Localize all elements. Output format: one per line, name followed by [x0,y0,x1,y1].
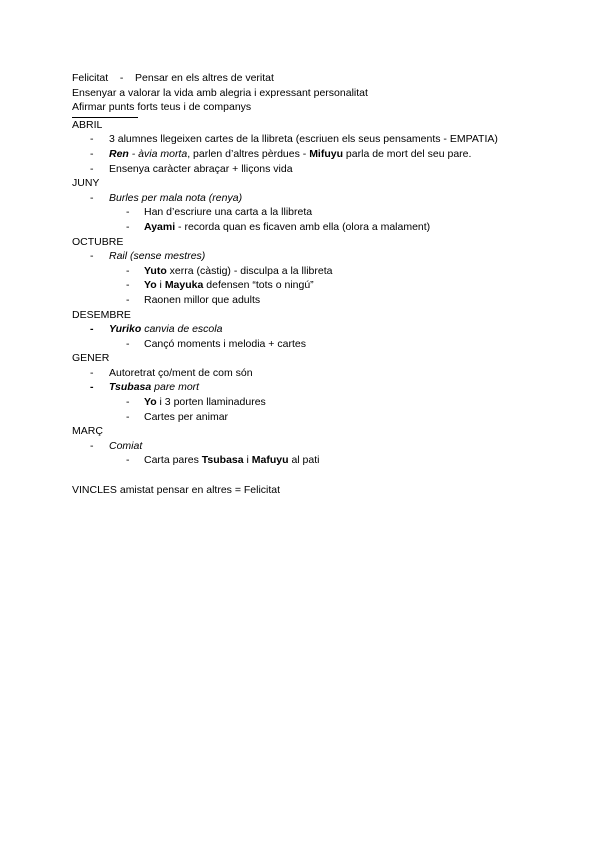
item-text: Han d’escriure una carta a la llibreta [144,206,313,219]
intro-line-2: Ensenyar a valorar la vida amb alegria i expressant personalitat [72,86,368,99]
sub-list-item [72,205,552,220]
item-text: Cartes per animar [144,410,229,423]
list-item [72,322,552,337]
character-name: Ren [109,147,129,160]
heading-marc: MARÇ [72,425,103,438]
theme-description: Pensar en els altres de veritat [135,72,274,84]
theme-title: Felicitat [72,72,109,84]
sub-list-item [72,453,552,468]
sub-list-item [72,293,552,308]
bullet-dash: - [126,410,130,423]
bullet-dash: - [126,206,130,219]
list-item [72,191,552,206]
item-text: 3 alumnes llegeixen cartes de la llibreta (escriuen els seus pensaments - EMPATIA) [109,133,498,146]
bullet-dash: - [90,147,94,160]
item-text: parla de mort del seu pare. [343,147,472,160]
bullet-dash: - [90,323,94,336]
item-text: al pati [288,454,320,467]
item-text: i 3 porten llaminadures [156,396,266,409]
item-text: i [243,454,252,467]
character-name: Mifuyu [309,147,344,160]
heading-abril: ABRIL [72,118,103,131]
item-text: , parlen d’altres pèrdues - [187,147,310,160]
item-text: xerra (càstig) - disculpa a la llibreta [166,264,333,277]
item-text: Cançó moments i melodia + cartes [144,337,306,350]
document-page [72,71,552,497]
list-item [72,162,552,177]
item-text: Rail (sense mestres) [109,250,206,263]
item-text: pare mort [151,381,200,394]
sub-list-item [72,264,552,279]
character-name: Mafuyu [251,454,289,467]
sub-list-item [72,278,552,293]
item-text: Burles per mala nota (renya) [109,191,243,204]
bullet-dash: - [126,337,130,350]
sub-list-item [72,337,552,352]
intro-line-1 [72,71,552,86]
heading-desembre: DESEMBRE [72,308,131,321]
list-item [72,132,552,147]
character-name: Yuto [144,264,167,277]
character-name: Yo [144,279,157,292]
list-item [72,366,552,381]
theme-separator: - [119,72,124,84]
intro-line-3: Afirmar punts forts teus i de companys [72,101,252,114]
item-text: i [156,279,165,292]
list-item [72,147,552,162]
character-name: Mayuka [164,279,204,292]
bullet-dash: - [90,191,94,204]
item-text: - àvia morta [128,147,188,160]
heading-gener: GENER [72,352,110,365]
spacer [72,468,552,483]
bullet-dash: - [126,293,130,306]
bullet-dash: - [126,220,130,233]
bullet-dash: - [126,279,130,292]
item-text: Raonen millor que adults [144,293,261,306]
bullet-dash: - [126,396,130,409]
bullet-dash: - [90,250,94,263]
list-item [72,249,552,264]
item-text: defensen “tots o ningú” [203,279,314,292]
sub-list-item [72,220,552,235]
bullet-dash: - [126,454,130,467]
sub-list-item [72,410,552,425]
bullet-dash: - [126,264,130,277]
list-item [72,439,552,454]
item-text: canvia de escola [141,323,223,336]
list-item [72,380,552,395]
bullet-dash: - [90,381,94,394]
item-text: - recorda quan es ficaven amb ella (olora a malament) [175,220,431,233]
bullet-dash: - [90,162,94,175]
bullet-dash: - [90,439,94,452]
heading-octubre: OCTUBRE [72,235,124,248]
bullet-dash: - [90,366,94,379]
character-name: Tsubasa [201,454,244,467]
item-text: Ensenya caràcter abraçar + lliçons vida [109,162,293,175]
character-name: Ayami [144,220,176,233]
character-name: Yuriko [109,323,142,336]
character-name: Tsubasa [109,381,152,394]
bullet-dash: - [90,133,94,146]
sub-list-item [72,395,552,410]
item-text: Comiat [109,439,143,452]
item-text: Autoretrat ço/ment de com són [109,366,253,379]
item-text: Carta pares [144,454,202,467]
conclusion-line: VINCLES amistat pensar en altres = Felicitat [72,483,281,496]
character-name: Yo [144,396,157,409]
heading-juny: JUNY [72,177,100,190]
